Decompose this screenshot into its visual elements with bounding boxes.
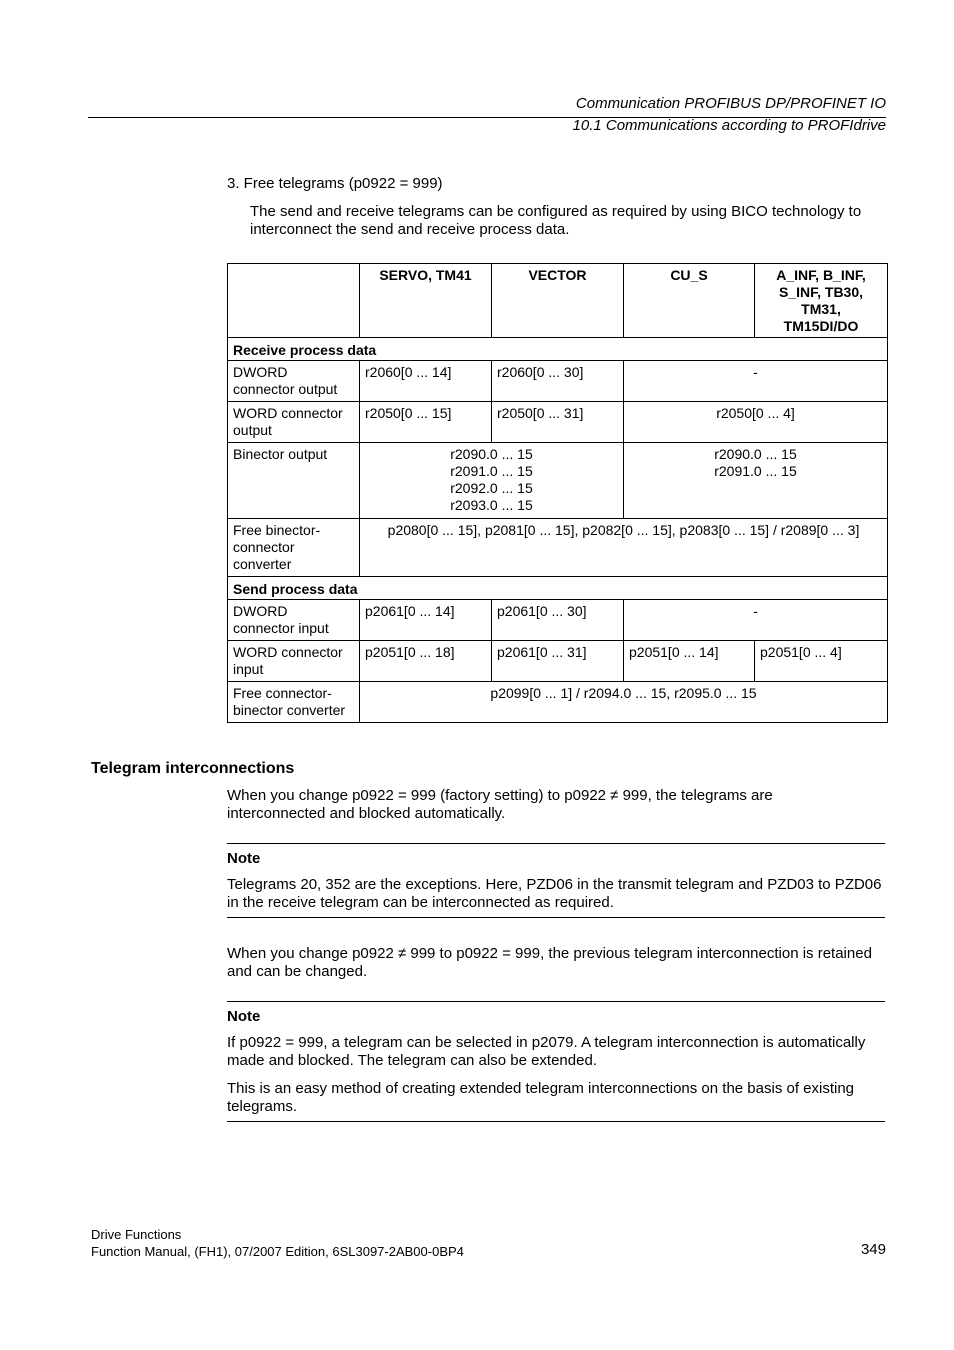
table-cell: r2050[0 ... 31]	[492, 402, 624, 443]
table-header-cell: VECTOR	[492, 264, 624, 338]
table-header-cell	[228, 264, 360, 338]
note-rule-top	[227, 1001, 885, 1002]
table-cell: p2061[0 ... 31]	[492, 641, 624, 682]
header-section-title: 10.1 Communications according to PROFIdrive	[572, 117, 886, 134]
table-row	[228, 682, 888, 723]
row-label: Binector output	[228, 443, 360, 519]
note-text: This is an easy method of creating extended telegram interconnections on the basis of existing telegrams.	[227, 1080, 855, 1115]
note-rule-bottom	[227, 1121, 885, 1122]
footer-edition: Function Manual, (FH1), 07/2007 Edition, 6SL3097-2AB00-0BP4	[91, 1244, 464, 1259]
table-row	[228, 519, 888, 577]
table-cell: r2050[0 ... 15]	[360, 402, 492, 443]
table-cell: p2080[0 ... 15], p2081[0 ... 15], p2082[0 ... 15], p2083[0 ... 15] / r2089[0 ... 3]	[360, 519, 888, 577]
paragraph: When you change p0922 = 999 (factory setting) to p0922 ≠ 999, the telegrams are interconnected and blocked automatically.	[227, 787, 773, 822]
telegram-parameter-table	[227, 263, 888, 723]
table-cell: -	[624, 361, 888, 402]
table-cell: p2051[0 ... 14]	[624, 641, 755, 682]
table-cell: p2061[0 ... 30]	[492, 600, 624, 641]
paragraph: When you change p0922 ≠ 999 to p0922 = 999, the previous telegram interconnection is retained and can be changed.	[227, 945, 872, 980]
table-cell: p2061[0 ... 14]	[360, 600, 492, 641]
table-header-cell: SERVO, TM41	[360, 264, 492, 338]
note-rule-bottom	[227, 917, 885, 918]
send-section-label: Send process data	[228, 577, 888, 600]
note-text: Telegrams 20, 352 are the exceptions. Here, PZD06 in the transmit telegram and PZD03 to PZD06 in the receive telegram can be interconnected as required.	[227, 876, 882, 911]
table-cell: r2090.0 ... 15 r2091.0 ... 15 r2092.0 ... 15 r2093.0 ... 15	[360, 443, 624, 519]
table-section-row	[228, 577, 888, 600]
table-cell: p2051[0 ... 4]	[755, 641, 888, 682]
row-label: WORD connector input	[228, 641, 360, 682]
table-row	[228, 361, 888, 402]
table-row	[228, 641, 888, 682]
note-text: If p0922 = 999, a telegram can be selected in p2079. A telegram interconnection is automatically made and blocked. The telegram can also be extended.	[227, 1034, 866, 1069]
table-row	[228, 402, 888, 443]
table-cell: -	[624, 600, 888, 641]
table-header-row	[228, 264, 888, 338]
table-cell: r2050[0 ... 4]	[624, 402, 888, 443]
list-item-3: 3. Free telegrams (p0922 = 999)	[227, 175, 443, 192]
note-rule-top	[227, 843, 885, 844]
table-cell: r2090.0 ... 15 r2091.0 ... 15	[624, 443, 888, 519]
table-cell: p2099[0 ... 1] / r2094.0 ... 15, r2095.0 ... 15	[360, 682, 888, 723]
list-item-3-description: The send and receive telegrams can be configured as required by using BICO technology to interconnect the send and receive process data.	[250, 203, 862, 238]
note-title: Note	[227, 850, 261, 867]
table-section-row	[228, 338, 888, 361]
table-cell: r2060[0 ... 14]	[360, 361, 492, 402]
table-header-cell: CU_S	[624, 264, 755, 338]
page-number: 349	[860, 1241, 886, 1258]
table-cell: p2051[0 ... 18]	[360, 641, 492, 682]
table-header-cell: A_INF, B_INF, S_INF, TB30, TM31, TM15DI/DO	[755, 264, 888, 338]
section-heading: Telegram interconnections	[91, 760, 295, 777]
row-label: DWORD connector input	[228, 600, 360, 641]
row-label: WORD connector output	[228, 402, 360, 443]
receive-section-label: Receive process data	[228, 338, 888, 361]
row-label: DWORD connector output	[228, 361, 360, 402]
row-label: Free binector- connector converter	[228, 519, 360, 577]
row-label: Free connector- binector converter	[228, 682, 360, 723]
table-cell: r2060[0 ... 30]	[492, 361, 624, 402]
table-row	[228, 600, 888, 641]
header-chapter-title: Communication PROFIBUS DP/PROFINET IO	[575, 95, 886, 112]
table-row	[228, 443, 888, 519]
note-title: Note	[227, 1008, 261, 1025]
footer-title: Drive Functions	[91, 1227, 182, 1242]
